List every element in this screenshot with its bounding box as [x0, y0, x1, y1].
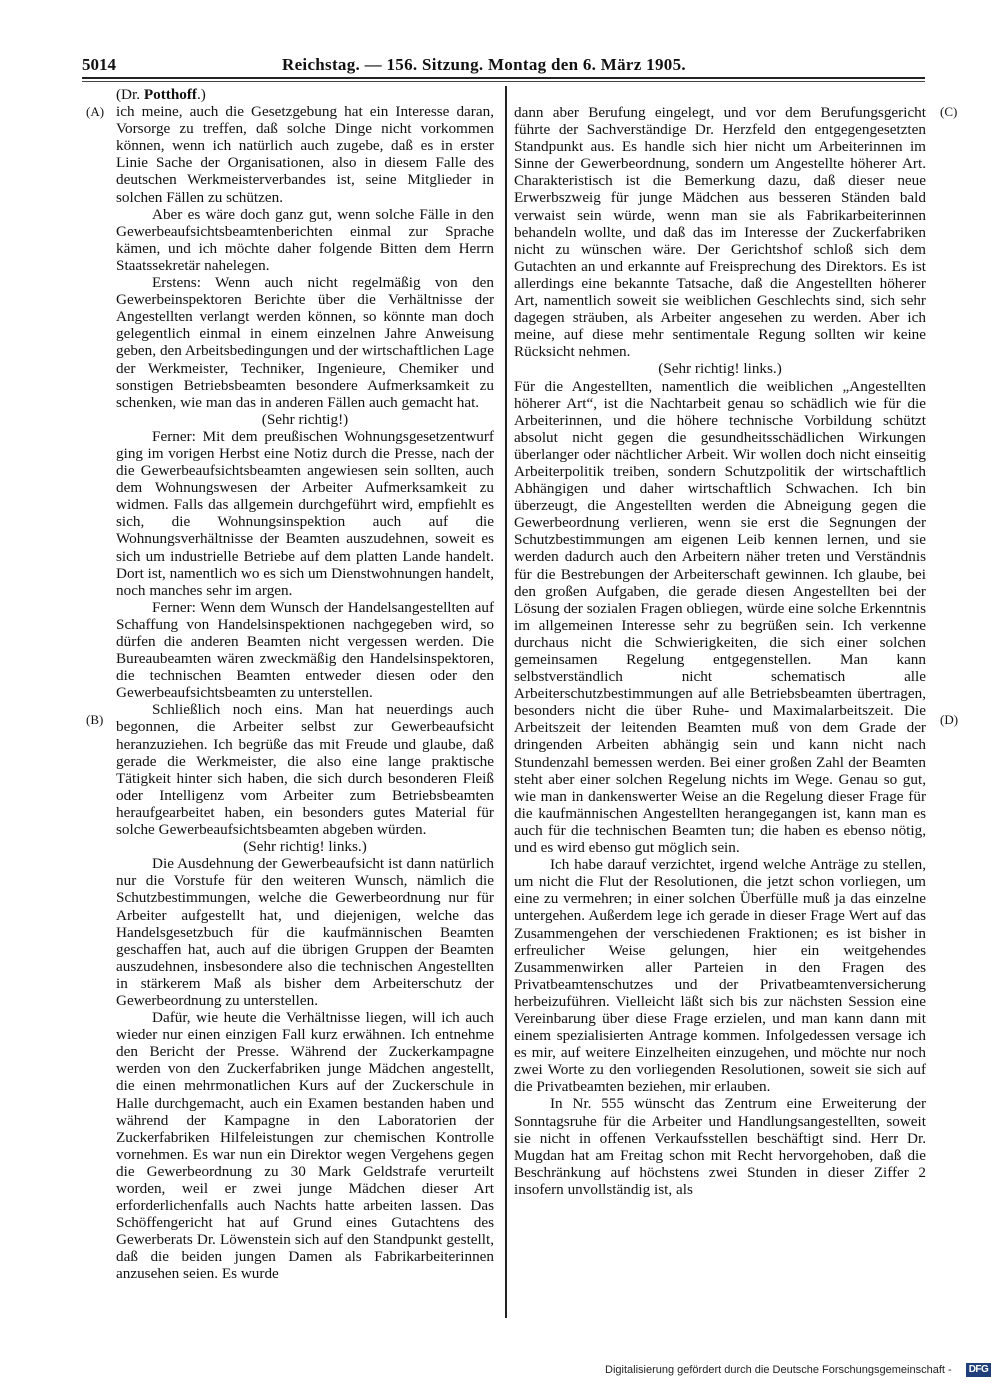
- page-number: 5014: [82, 55, 116, 74]
- margin-mark-b: (B): [86, 712, 104, 727]
- right-column: [514, 104, 926, 1198]
- speaker-prefix: (Dr.: [116, 86, 144, 103]
- header-rule: [82, 77, 925, 79]
- paragraph: Erstens: Wenn auch nicht regelmäßig von den Gewerbeinspektoren Berichte über die Verhältnisse der Angestellten verlangt werden können, so könnte man doch gelegentlich einmal in einem einzelnen Jahre Anweisung geben, den Arbeitsbedingungen und der wirtschaftlichen Lage der Werkmeister, Techniker, Ingenieure, Chemiker und sonstigen Betriebsbeamten besondere Aufmerksamkeit zu schenken, wie man das in anderen Fällen auch gemacht hat.: [116, 274, 494, 411]
- column-divider: [505, 86, 507, 1318]
- digitization-credit: Digitalisierung gefördert durch die Deutsche Forschungsgemeinschaft -: [605, 1364, 952, 1376]
- page-header: [82, 55, 925, 75]
- speaker-suffix: .): [197, 86, 206, 103]
- dfg-logo: DFG: [966, 1363, 991, 1377]
- speaker-name: Potthoff: [143, 86, 197, 103]
- interjection: (Sehr richtig! links.): [243, 838, 367, 856]
- margin-mark-a: (A): [86, 104, 105, 119]
- speaker-line: [116, 86, 494, 103]
- paragraph: Ferner: Wenn dem Wunsch der Handelsangestellten auf Schaffung von Handelsinspektionen nachgegeben wird, so dürfen die anderen Beamten nicht vergessen werden. Die Bureaubeamten wären zweckmäßig den Handelsinspektoren, die technischen Beamten entweder diesen oder den Gewerbeaufsichtsbeamten zu unterstellen.: [116, 598, 494, 702]
- paragraph: Ferner: Mit dem preußischen Wohnungsgesetzentwurf ging im vorigen Herbst eine Notiz durch die Presse, nach der die Gewerbeaufsichtsbeamten angewiesen sein sollten, auch dem Wohnungswesen der Arbeiter Aufmerksamkeit zu widmen. Falls das allgemein durchgeführt wird, empfiehlt es sich, die Wohnungsinspektion auch auf die Wohnungsverhältnisse der Beamten auszudehnen, soweit es sich um industrielle Betriebe auf dem platten Lande handelt. Dort ist, namentlich wo es sich um Dienstwohnungen handelt, noch manches sehr im argen.: [116, 427, 494, 599]
- interjection: (Sehr richtig!): [261, 410, 349, 428]
- paragraph: Dafür, wie heute die Verhältnisse liegen, will ich auch wieder nur einen einzigen Fall kurz erwähnen. Ich entnehme den Bericht der Presse. Während der Zuckerkampagne werden von den Zuckerfabriken junge Mädchen angestellt, die einen mehrmonatlichen Kurs auf der Zuckerschule in Halle durchgemacht, auch ein Examen bestanden haben und während der Kampagne in den Laboratorien der Zuckerfabriken Hilfeleistungen zur chemischen Kontrolle vornehmen. Es war nun ein Direktor wegen Vergehens gegen die Gewerbeordnung zu 30 Mark Geldstrafe verurteilt worden, weil er zwei junge Mädchen dieser Art erforderlichenfalls auch Nachts hatte arbeiten lassen. Das Schöffengericht hat auf Grund eines Gutachtens des Gewerberats Dr. Löwenstein sich auf den Standpunkt gestellt, daß die beiden jungen Damen als Fabrikarbeiterinnen anzusehen seien. Es wurde: [116, 1009, 494, 1283]
- header-rule-thin: [82, 81, 925, 82]
- paragraph: Für die Angestellten, namentlich die weiblichen „Angestellten höherer Art“, ist die Nachtarbeit genau so schädlich wie für die Arbeiterinnen, und die höhere technische Vorbildung schützt absolut nicht gegen die gesundheitsschädlichen Wirkungen überlanger oder nächtlicher Arbeit. Wir wollen doch nicht einseitig Arbeiterpolitik treiben, sondern Schutzpolitik der wirtschaftlich Abhängigen und daher wirtschaftlich Schwachen. Ich bin überzeugt, die Angestellten werden die Abneigung gegen die Gewerbeordnung verlieren, wenn sie erst die Segnungen der Schutzbestimmungen am eigenen Leib kennen lernen, und sie werden dadurch auch den Arbeitern näher treten und Verständnis für die Bestrebungen der Arbeiterschaft gewinnen. Ich glaube, bei den großen Aufgaben, die gerade diesen Angestellten bei der Lösung der sozialen Fragen obliegen, würde eine solche Erkenntnis im allgemeinen Interesse sehr zu begrüßen sein. Ich verkenne durchaus nicht die Schwierigkeiten, die sich einer solchen gemeinsamen Regelung entgegenstellen. Man kann selbstverständlich nicht schematisch alle Arbeiterschutzbestimmungen auf alle Betriebsbeamten übertragen, besonders nicht die über Ruhe- und Maximalarbeitszeit. Die Arbeitszeit der leitenden Beamten muß von dem Grade der dringenden Arbeiten abhängig sein und kann nicht nach Stundenzahl bemessen werden. Bei einer großen Zahl der Beamten steht aber einer solchen Regelung nichts im Wege. Genau so gut, wie man in dankenswerter Weise an die Regelung dieser Frage für die kaufmännischen Angestellten herangegangen ist, kann man es auch für die technischen Beamten tun; die haben es ebenso nötig, und es wird ebenso gut möglich sein.: [514, 377, 926, 857]
- paragraph: ich meine, auch die Gesetzgebung hat ein Interesse daran, Vorsorge zu treffen, daß solche Dinge nicht vorkommen können, wenn ich natürlich auch zugebe, daß es in erster Linie Sache der Organisationen, also in diesem Falle des deutschen Werkmeisterverbandes ist, seine Mitglieder in solchen Fällen zu schützen.: [116, 103, 494, 206]
- paragraph: dann aber Berufung eingelegt, und vor dem Berufungsgericht führte der Sachverständige Dr. Herzfeld den entgegengesetzten Standpunkt aus. Es handle sich hier nicht um Arbeiterinnen im Sinne der Gewerbeordnung, sondern um Angestellte höherer Art. Charakteristisch ist die Bemerkung dazu, daß dieser neue Erwerbszweig für junge Mädchen aus besseren Ständen bald verwaist sein würde, wenn man sie als Fabrikarbeiterinnen behandeln wollte, und daß das im Interesse der Zuckerfabriken nicht zu wünschen wäre. Der Gerichtshof schloß sich dem Gutachten an und erkannte auf Freisprechung des Direktors. Es ist allerdings eine bekannte Tatsache, daß die Angestellten höherer Art, namentlich soweit sie weiblichen Geschlechts sind, sich sehr dagegen sträuben, als Arbeiter angesehen zu werden. Aber ich meine, auf diese mehr sentimentale Regung sollten wir keine Rücksicht nehmen.: [514, 104, 926, 361]
- running-title: Reichstag. — 156. Sitzung. Montag den 6. März 1905.: [282, 55, 686, 74]
- margin-mark-c: (C): [940, 104, 958, 119]
- paragraph: Ich habe darauf verzichtet, irgend welche Anträge zu stellen, um nicht die Flut der Resolutionen, die jetzt schon vorliegen, um eine zu vermehren; in einer solchen Überfülle muß ja das einzelne untergehen. Außerdem lege ich gerade in dieser Frage Wert auf das Zusammengehen der verschiedenen Fraktionen; es ist bisher in erfreulicher Weise gelungen, hier ein weitgehendes Zusammenwirken aller Parteien in den Fragen des Privatbeamtenschutzes und der Privatbeamtenversicherung herbeizuführen. Vielleicht läßt sich bis zur nächsten Session eine Vereinbarung über diese Frage erzielen, und man kann dann mit einem spezialisierten Antrage kommen. Infolgedessen versage ich es mir, auf weitere Einzelheiten einzugehen, und möchte nur noch zwei Worte zu den vorliegenden Resolutionen, soweit sie sich auf die Privatbeamten beziehen, mir erlauben.: [514, 856, 926, 1096]
- paragraph: Schließlich noch eins. Man hat neuerdings auch begonnen, die Arbeiter selbst zur Gewerbeaufsicht heranzuziehen. Ich begrüße das mit Freude und glaube, daß gerade die Werkmeister, die also eine lange praktische Tätigkeit hinter sich haben, die sich durch besonderen Fleiß oder Intelligenz vom Arbeiter zum Betriebsbeamten heraufgearbeitet haben, ein besonders gutes Material für solche Gewerbeaufsichtsbeamten abgeben würden.: [116, 701, 494, 839]
- paragraph: Die Ausdehnung der Gewerbeaufsicht ist dann natürlich nur die Vorstufe für den weiteren Wunsch, nämlich die Schutzbestimmungen, welche die Gewerbeordnung nur für Arbeiter aufgestellt hat, und diejenigen, welche das Handelsgesetzbuch für die kaufmännischen Beamten geschaffen hat, auch auf die übrigen Gruppen der Beamten auszudehnen, insbesondere also die technischen Angestellten in stärkerem Maß als bisher dem Arbeiterschutz der Gewerbeordnung zu unterstellen.: [116, 855, 494, 1009]
- paragraph: In Nr. 555 wünscht das Zentrum eine Erweiterung der Sonntagsruhe für die Arbeiter und Handlungsangestellten, soweit sie nicht in offenen Verkaufsstellen beschäftigt sind. Herr Dr. Mugdan hat am Freitag schon mit Recht hervorgehoben, daß die Beschränkung auf höchstens zwei Stunden in dieser Ziffer 2 insofern unvollständig ist, als: [514, 1095, 926, 1198]
- left-column: [116, 86, 494, 1283]
- interjection: (Sehr richtig! links.): [658, 360, 782, 378]
- paragraph: Aber es wäre doch ganz gut, wenn solche Fälle in den Gewerbeaufsichtsbeamtenberichten einmal zur Sprache kämen, und ich möchte daher folgende Bitten dem Herrn Staatssekretär nahelegen.: [116, 205, 494, 274]
- margin-mark-d: (D): [940, 712, 959, 727]
